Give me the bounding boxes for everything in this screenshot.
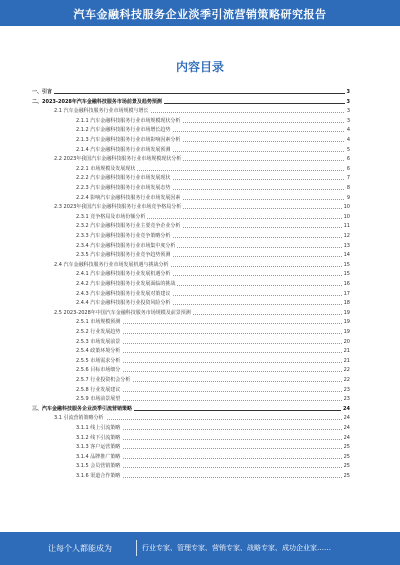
toc-entry-label: 3.1.1 线上引流策略 <box>76 425 121 431</box>
toc-entry-page: 18 <box>343 300 350 307</box>
toc-leader-dots <box>32 93 350 94</box>
toc-entry-page: 22 <box>343 367 350 374</box>
toc-entry-page: 22 <box>343 377 350 383</box>
toc-entry[interactable] <box>76 386 350 394</box>
toc-entry-page: 25 <box>343 463 350 470</box>
toc-entry-label: 三、汽车金融科技服务企业淡季引流营销策略 <box>32 405 133 412</box>
toc-entry[interactable] <box>76 472 350 480</box>
toc-entry-page: 3 <box>346 89 350 95</box>
toc-entry-page: 3 <box>346 117 350 124</box>
toc-entry-page: 16 <box>343 281 350 287</box>
toc-entry-page: 25 <box>343 444 350 451</box>
toc-entry-page: 25 <box>343 473 350 479</box>
toc-entry-page: 19 <box>343 329 350 335</box>
toc-entry[interactable] <box>54 309 350 317</box>
toc-entry-label: 一、引言 <box>32 89 53 95</box>
toc-entry[interactable] <box>76 443 350 451</box>
toc-entry-label: 2.3.3 汽车金融科技服务行业竞争策略分析 <box>76 233 171 239</box>
toc-entry-label: 3.1 引流营销策略分析 <box>54 415 104 422</box>
toc-entry-label: 2.4.4 汽车金融科技服务行业投资风险分析 <box>76 300 171 307</box>
toc-entry-page: 24 <box>343 434 350 441</box>
toc-entry[interactable] <box>32 405 350 413</box>
toc-entry[interactable] <box>76 328 350 336</box>
toc-entry[interactable] <box>76 357 350 365</box>
toc-entry-label: 2.1 汽车金融科技服务行业市场规模与增长 <box>54 108 149 115</box>
toc-entry[interactable] <box>76 146 350 154</box>
toc-entry-page: 7 <box>346 175 350 182</box>
toc-entry-page: 11 <box>343 223 350 230</box>
toc-entry-page: 24 <box>343 405 350 412</box>
toc-entry[interactable] <box>76 242 350 250</box>
toc-entry-label: 2.1.1 汽车金融科技服务行业市场规模现状分析 <box>76 117 181 124</box>
toc-entry[interactable] <box>76 222 350 230</box>
toc-entry[interactable] <box>76 117 350 125</box>
toc-entry-label: 2.5.2 行业发展趋势 <box>76 329 121 335</box>
toc-entry-label: 2.5.6 目标市场细分 <box>76 367 121 374</box>
toc-entry-label: 2.3.4 汽车金融科技服务行业市场集中度分析 <box>76 242 176 249</box>
toc-entry[interactable] <box>76 318 350 326</box>
toc-entry-label: 2.5.1 市场规模预测 <box>76 319 121 326</box>
toc-entry-page: 6 <box>346 156 350 163</box>
toc-entry[interactable] <box>76 251 350 259</box>
toc-entry[interactable] <box>76 338 350 346</box>
toc-entry-page: 6 <box>346 165 350 172</box>
toc-entry-page: 4 <box>346 127 350 134</box>
toc-entry[interactable] <box>76 366 350 374</box>
toc-entry[interactable] <box>54 203 350 211</box>
toc-entry-label: 3.1.3 客户运营策略 <box>76 444 121 451</box>
toc-entry[interactable] <box>76 280 350 288</box>
toc-entry-page: 20 <box>343 338 350 345</box>
report-footer-bar <box>0 532 400 565</box>
toc-entry[interactable] <box>76 270 350 278</box>
toc-entry-label: 2.5.8 行业发展建议 <box>76 386 121 393</box>
footer-tagline: 行业专家、管理专家、营销专家、战略专家、成功企业家…… <box>142 544 331 552</box>
toc-entry[interactable] <box>76 395 350 403</box>
toc-entry-page: 10 <box>343 204 350 211</box>
report-header-bar <box>0 0 400 26</box>
toc-entry-label: 2.2.4 影响汽车金融科技服务行业市场发展因素 <box>76 194 181 201</box>
toc-entry-label: 2.3.5 汽车金融科技服务行业竞争趋势预测 <box>76 252 171 259</box>
toc-entry-label: 2.5.3 市场发展前景 <box>76 338 121 345</box>
toc-entry-page: 15 <box>343 271 350 278</box>
toc-entry-page: 4 <box>346 137 350 143</box>
toc-entry-page: 17 <box>343 290 350 297</box>
toc-entry[interactable] <box>76 213 350 221</box>
toc-entry-label: 二、2023-2028年汽车金融科技服务市场前景及趋势预测 <box>32 98 162 105</box>
toc-entry-label: 2.3.2 汽车金融科技服务行业主要竞争企业分析 <box>76 223 181 230</box>
toc-entry-page: 3 <box>346 108 350 115</box>
toc-entry-page: 21 <box>343 357 350 364</box>
toc-entry-label: 3.1.4 品牌推广策略 <box>76 453 121 460</box>
toc-entry[interactable] <box>76 165 350 173</box>
report-title: 汽车金融科技服务企业淡季引流营销策略研究报告 <box>73 8 327 21</box>
toc-entry[interactable] <box>76 376 350 384</box>
toc-entry-label: 3.1.5 会员营销策略 <box>76 463 121 470</box>
toc-entry[interactable] <box>76 194 350 202</box>
toc-entry-label: 2.4.1 汽车金融科技服务行业发展机遇分析 <box>76 271 171 278</box>
toc-entry-label: 2.1.3 汽车金融科技服务行业市场影响因素分析 <box>76 137 181 143</box>
toc-entry-page: 24 <box>343 425 350 431</box>
toc-entry-label: 2.5.4 政策环境分析 <box>76 348 121 355</box>
toc-entry[interactable] <box>32 88 350 96</box>
toc-entry-page: 25 <box>343 453 350 460</box>
toc-entry-label: 2.1.2 汽车金融科技服务行业市场增长趋势 <box>76 127 171 134</box>
toc-entry-label: 2.3 2023年我国汽车金融科技服务行业市场竞争格局分析 <box>54 204 182 211</box>
toc-entry-label: 2.5.7 行业投资机会分析 <box>76 377 131 383</box>
toc-entry[interactable] <box>76 424 350 432</box>
toc-entry-label: 2.5.5 市场需求分析 <box>76 357 121 364</box>
toc-entry[interactable] <box>54 155 350 163</box>
toc-entry-label: 3.1.2 线下引流策略 <box>76 434 121 441</box>
toc-entry[interactable] <box>54 261 350 269</box>
toc-entry-page: 3 <box>346 98 350 105</box>
toc-entry-page: 15 <box>343 261 350 268</box>
toc-entry-page: 14 <box>343 252 350 259</box>
toc-entry[interactable] <box>76 126 350 134</box>
toc-entry[interactable] <box>76 299 350 307</box>
toc-entry[interactable] <box>76 136 350 144</box>
toc-entry-label: 2.2.3 汽车金融科技服务行业市场发展态势 <box>76 185 171 191</box>
toc-entry-page: 12 <box>343 233 350 239</box>
toc-entry[interactable] <box>76 290 350 298</box>
toc-entry-label: 2.5 2023-2028年中国汽车金融科技服务市场规模及前景预测 <box>54 309 191 316</box>
toc-entry-page: 21 <box>343 348 350 355</box>
toc-entry-label: 2.4.2 汽车金融科技服务行业发展面临的挑战 <box>76 281 176 287</box>
toc-entry-page: 19 <box>343 309 350 316</box>
toc-entry[interactable] <box>76 434 350 442</box>
toc-entry-label: 2.2.2 汽车金融科技服务行业市场发展现状 <box>76 175 171 182</box>
toc-entry-page: 23 <box>343 386 350 393</box>
toc-entry[interactable] <box>76 347 350 355</box>
toc-entry-label: 2.1.4 汽车金融科技服务行业市场发展预测 <box>76 146 171 153</box>
toc-entry[interactable] <box>76 174 350 182</box>
toc-entry-page: 19 <box>343 319 350 326</box>
footer-slogan: 让每个人都能成为 <box>48 544 112 553</box>
toc-entry[interactable] <box>54 414 350 422</box>
toc-heading: 内容目录 <box>175 60 224 74</box>
toc-entry-label: 2.2 2023年我国汽车金融科技服务行业市场规模现状分析 <box>54 156 182 163</box>
toc-entry-page: 24 <box>343 415 350 422</box>
toc-entry[interactable] <box>32 98 350 106</box>
toc-entry-label: 2.3.1 竞争格局及市场份额分析 <box>76 213 146 220</box>
footer-divider <box>136 540 137 556</box>
toc-entry-label: 2.4 汽车金融科技服务行业市场发展机遇与挑战分析 <box>54 261 169 268</box>
toc-entry-label: 2.4.3 汽车金融科技服务行业发展对策建议 <box>76 290 171 297</box>
toc-entry-page: 5 <box>346 146 350 153</box>
toc-entry-label: 2.5.9 市场前景展望 <box>76 396 121 403</box>
toc-entry[interactable] <box>76 462 350 470</box>
toc-entry[interactable] <box>76 453 350 461</box>
toc-entry-label: 3.1.6 渠道合作策略 <box>76 473 121 479</box>
toc-entry-page: 13 <box>343 242 350 249</box>
toc-entry[interactable] <box>76 232 350 240</box>
toc-entry[interactable] <box>54 107 350 115</box>
toc-entry-page: 8 <box>346 185 350 191</box>
table-of-contents <box>0 88 400 508</box>
toc-entry-page: 23 <box>343 396 350 403</box>
toc-entry-page: 10 <box>343 213 350 220</box>
toc-entry-label: 2.2.1 市场规模及发展现状 <box>76 165 136 172</box>
toc-entry[interactable] <box>76 184 350 192</box>
toc-entry-page: 9 <box>346 194 350 201</box>
